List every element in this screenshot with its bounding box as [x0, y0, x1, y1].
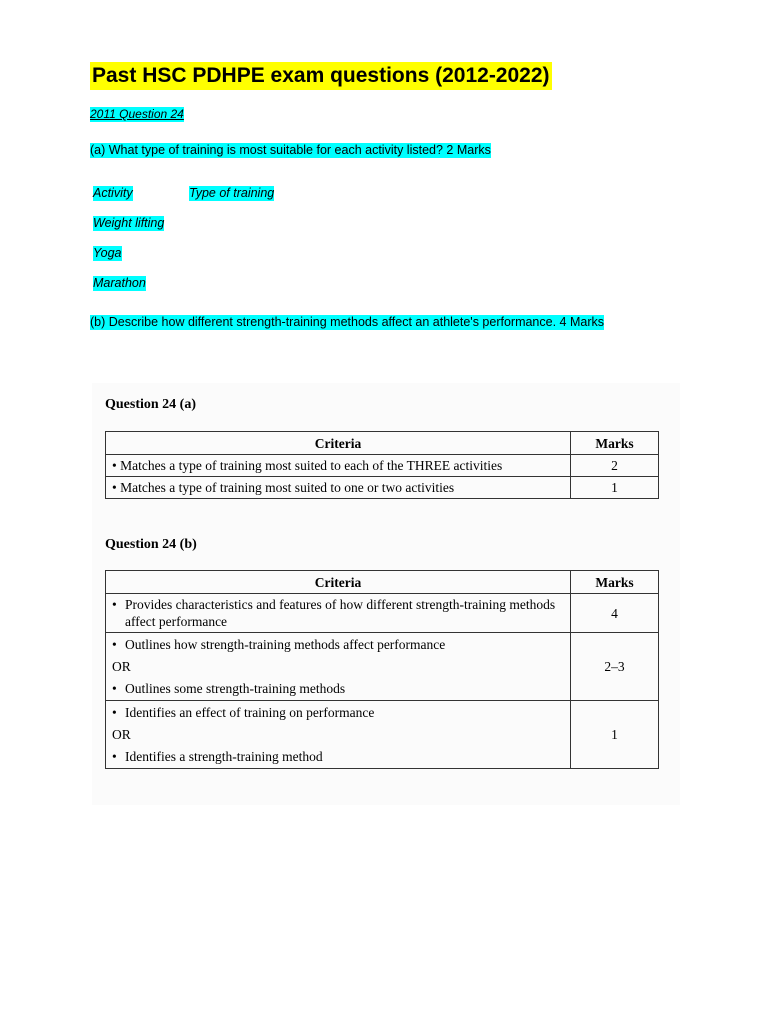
question-a-text: (a) What type of training is most suitable for each activity listed? 2 Marks: [90, 143, 491, 157]
criteria-text: Provides characteristics and features of how different strength-training methods affect performance: [125, 597, 556, 629]
criteria-text: Identifies an effect of training on performance: [125, 705, 375, 720]
criteria-text: Identifies a strength-training method: [125, 749, 323, 764]
table-row: [106, 477, 659, 499]
activity-marathon: Marathon: [93, 276, 146, 290]
criteria-cell: • Matches a type of training most suited to each of the THREE activities: [106, 455, 571, 477]
activity-yoga: Yoga: [93, 246, 122, 260]
marks-cell: 2: [571, 455, 659, 477]
marks-header: Marks: [571, 432, 659, 455]
marks-cell: 2–3: [571, 633, 659, 701]
criteria-table-b: [105, 570, 659, 769]
marks-cell: 1: [571, 701, 659, 769]
criteria-header: Criteria: [106, 432, 571, 455]
table-row: [106, 455, 659, 477]
criteria-cell: • Provides characteristics and features of how different strength-training methods affect performance: [106, 594, 571, 633]
or-text: OR: [112, 659, 131, 674]
criteria-cell: • Outlines how strength-training methods affect performance OR • Outlines some strength-training methods: [106, 633, 571, 701]
marking-heading-a: Question 24 (a): [105, 397, 196, 412]
page-title: Past HSC PDHPE exam questions (2012-2022): [90, 62, 552, 90]
table-row: [106, 633, 659, 701]
activity-weight-lifting: Weight lifting: [93, 216, 165, 230]
marks-cell: 1: [571, 477, 659, 499]
marking-heading-b: Question 24 (b): [105, 537, 197, 552]
criteria-cell: • Matches a type of training most suited to one or two activities: [106, 477, 571, 499]
activity-column-header: Activity: [93, 186, 133, 200]
criteria-cell: • Identifies an effect of training on performance OR • Identifies a strength-training method: [106, 701, 571, 769]
table-row: [106, 701, 659, 769]
criteria-table-a: [105, 431, 659, 499]
criteria-text: Outlines how strength-training methods affect performance: [125, 637, 446, 652]
criteria-text: Outlines some strength-training methods: [125, 681, 346, 696]
table-header-row: [106, 571, 659, 594]
criteria-header: Criteria: [106, 571, 571, 594]
marks-header: Marks: [571, 571, 659, 594]
type-of-training-column-header: Type of training: [189, 186, 275, 200]
or-text: OR: [112, 727, 131, 742]
question-reference: 2011 Question 24: [90, 107, 184, 121]
table-row: [106, 594, 659, 633]
table-header-row: [106, 432, 659, 455]
marking-criteria-image: [92, 383, 680, 805]
question-b-text: (b) Describe how different strength-training methods affect an athlete's performance. 4 Marks: [90, 315, 604, 329]
marks-cell: 4: [571, 594, 659, 633]
